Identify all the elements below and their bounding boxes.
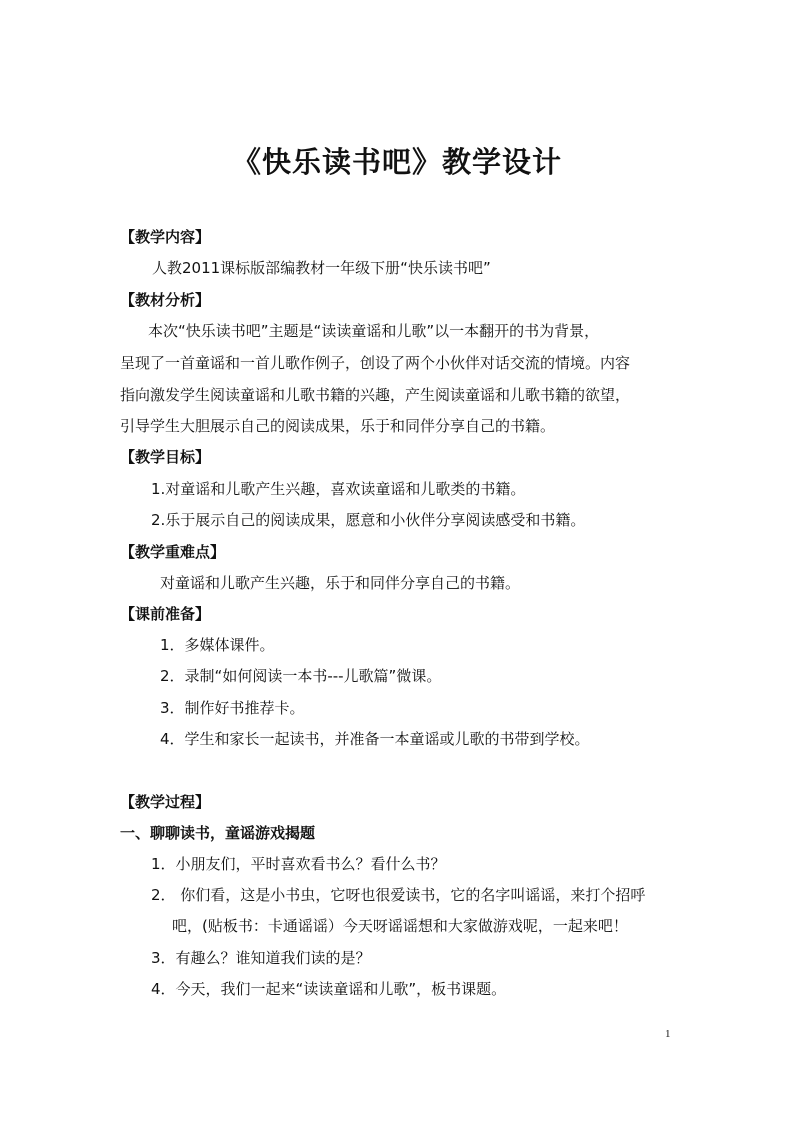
process-item-4: 4．今天，我们一起来“读读童谣和儿歌”，板书课题。	[151, 980, 507, 998]
section-heading-goals: 【教学目标】	[120, 448, 211, 466]
analysis-line-2: 呈现了一首童谣和一首儿歌作例子，创设了两个小伙伴对话交流的情境。内容	[120, 354, 631, 372]
goal-item-1: 1.对童谣和儿歌产生兴趣，喜欢读童谣和儿歌类的书籍。	[151, 480, 526, 498]
analysis-line-1: 本次“快乐读书吧”主题是“读读童谣和儿歌”以一本翻开的书为背景，	[148, 322, 600, 340]
page-number: 1	[665, 1028, 671, 1040]
section-heading-preparation: 【课前准备】	[120, 605, 211, 623]
section-heading-key-points: 【教学重难点】	[120, 543, 226, 561]
preparation-item-3: 3．制作好书推荐卡。	[160, 699, 305, 717]
process-subheading: 一、聊聊读书，童谣游戏揭题	[120, 824, 316, 842]
analysis-line-4: 引导学生大胆展示自己的阅读成果，乐于和同伴分享自己的书籍。	[120, 417, 556, 435]
page-title: 《快乐读书吧》教学设计	[231, 145, 562, 179]
preparation-item-2: 2．录制“如何阅读一本书---儿歌篇”微课。	[160, 667, 442, 685]
section-heading-content: 【教学内容】	[120, 228, 211, 246]
process-item-3: 3．有趣么？谁知道我们读的是？	[151, 949, 371, 967]
goal-item-2: 2.乐于展示自己的阅读成果，愿意和小伙伴分享阅读感受和书籍。	[151, 511, 586, 529]
preparation-item-1: 1．多媒体课件。	[160, 636, 275, 654]
key-points-text: 对童谣和儿歌产生兴趣，乐于和同伴分享自己的书籍。	[160, 574, 521, 592]
process-item-2-cont: 吧，(贴板书：卡通谣谣）今天呀谣谣想和大家做游戏呢，一起来吧！	[172, 917, 628, 935]
section-heading-analysis: 【教材分析】	[120, 291, 211, 309]
analysis-line-3: 指向激发学生阅读童谣和儿歌书籍的兴趣，产生阅读童谣和儿歌书籍的欲望，	[120, 386, 631, 404]
content-text: 人教2011课标版部编教材一年级下册“快乐读书吧”	[152, 259, 491, 277]
process-item-2: 2． 你们看，这是小书虫，它呀也很爱读书，它的名字叫谣谣，来打个招呼	[151, 886, 646, 904]
process-item-1: 1．小朋友们，平时喜欢看书么？看什么书？	[151, 855, 446, 873]
preparation-item-4: 4．学生和家长一起读书，并准备一本童谣或儿歌的书带到学校。	[160, 730, 590, 748]
section-heading-process: 【教学过程】	[120, 793, 211, 811]
